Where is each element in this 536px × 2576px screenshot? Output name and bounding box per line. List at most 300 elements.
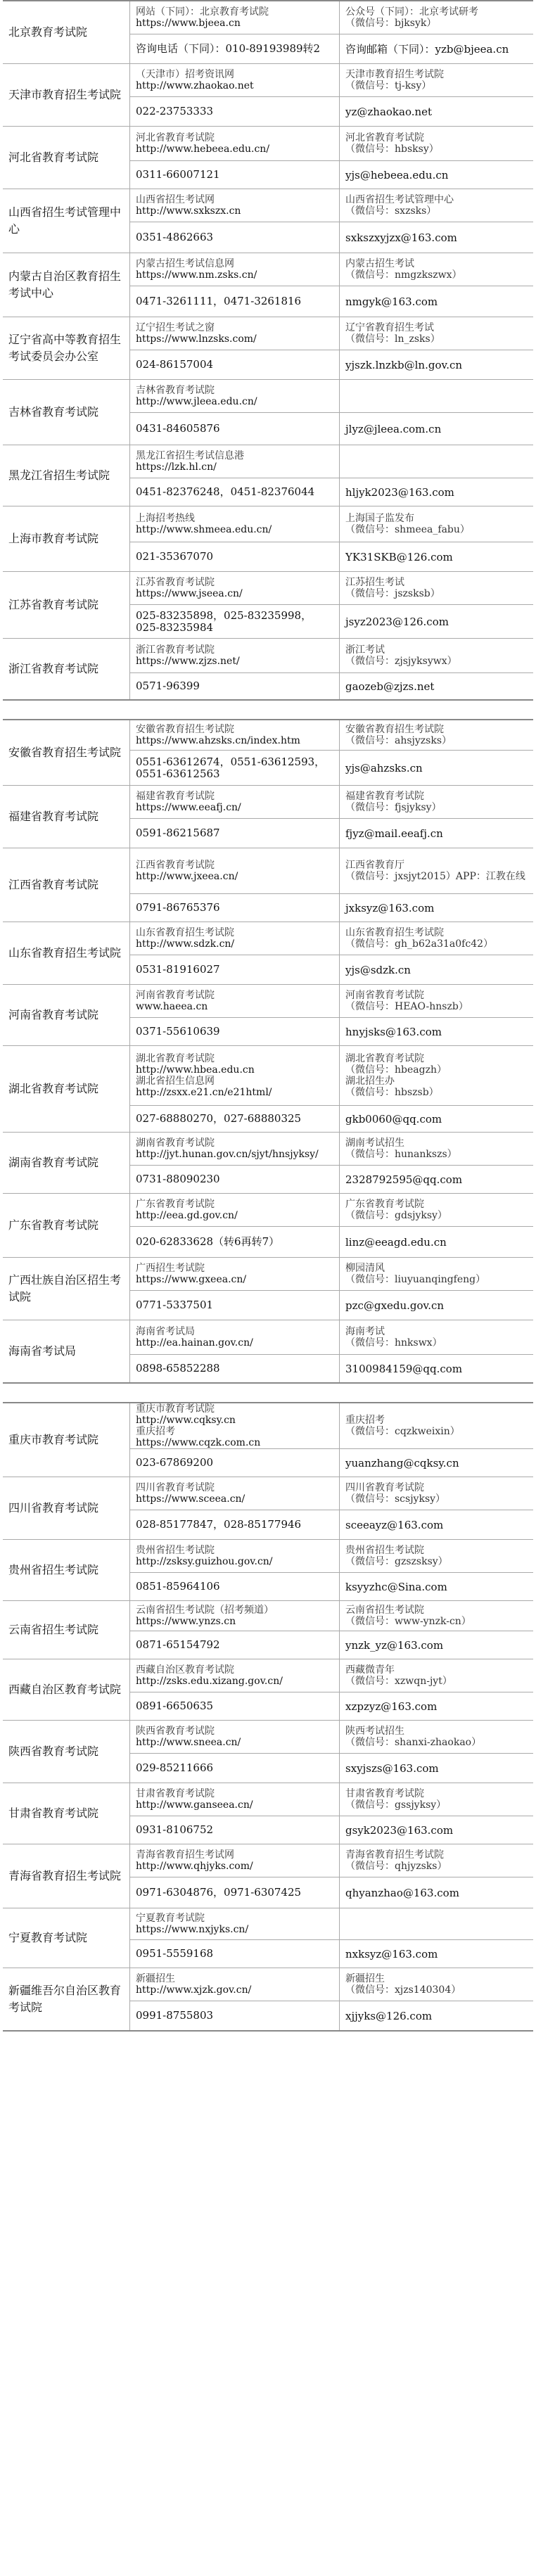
phone-number[interactable]: 0851-85964106 [136,1580,220,1593]
institution-name: 海南省考试局 [8,1344,77,1358]
phone-number[interactable]: 0791-86765376 [136,901,220,914]
institution-row [3,638,533,699]
wechat-id: （微信号：gssjyksy） [345,1799,447,1811]
wechat-account-name: 福建省教育考试院 [345,791,424,802]
directory-section [3,1402,533,2032]
institution-row [3,720,533,785]
website-cell [129,380,339,412]
website-link[interactable]: https://www.jseea.cn/ [136,588,243,599]
website-title: 山西省招生考试网 [136,194,215,205]
wechat-account-name: 山东省教育招生考试院 [345,927,444,938]
website-cell [129,1844,339,1877]
wechat-id: （微信号：tj-ksy） [345,80,432,91]
website-link[interactable]: https://www.gxeea.cn/ [136,1274,247,1285]
email-cell [339,604,533,638]
website-cell [129,1133,339,1165]
wechat-account-name: 河南省教育考试院 [345,990,424,1001]
wechat-cell [339,1844,533,1877]
wechat-id-secondary: （微信号：hbszsb） [345,1087,439,1098]
email-address[interactable]: yjs@sdzk.cn [345,963,411,976]
wechat-account-name: 天津市教育招生考试院 [345,69,444,80]
website-link[interactable]: http://www.qhjyks.com/ [136,1861,253,1872]
website-cell [129,1194,339,1226]
wechat-cell [339,572,533,604]
website-title: 江西省教育考试院 [136,860,215,871]
email-address[interactable]: yjs@hebeea.edu.cn [345,168,449,181]
wechat-cell [339,1659,533,1692]
institution-name: 山西省招生考试管理中心 [8,205,122,236]
website-title: 湖北省教育考试院 [136,1053,215,1064]
website-link[interactable]: https://www.zjzs.net/ [136,656,240,667]
website-link[interactable]: http://www.jxeea.cn/ [136,871,238,882]
institution-row [3,317,533,379]
phone-number[interactable]: 025-83235898，025-83235998，025-83235984 [136,608,312,634]
phone-number[interactable]: 028-85177847，028-85177946 [136,1518,302,1531]
email-cell [339,955,533,984]
website-link[interactable]: http://www.hbea.edu.cn [136,1064,255,1076]
website-link[interactable]: https://www.lnzsks.com/ [136,333,257,345]
institution-name: 甘肃省教育考试院 [8,1806,99,1820]
institution-name: 云南省招生考试院 [8,1623,99,1636]
email-address[interactable]: jlyz@jleea.com.cn [345,422,442,435]
website-link[interactable]: https://www.ynzs.cn [136,1616,236,1627]
institution-row [3,1193,533,1257]
phone-cell [129,672,339,699]
institution-name: 内蒙古自治区教育招生考试中心 [8,269,122,300]
website-title: 吉林省教育考试院 [136,385,215,396]
wechat-cell [339,1721,533,1753]
wechat-account-name: 重庆招考 [345,1415,385,1426]
email-cell [339,1354,533,1382]
phone-cell [129,478,339,506]
institution-name: 湖北省教育考试院 [8,1082,99,1095]
website-cell [129,506,339,542]
wechat-id: （微信号：gdsjyksy） [345,1210,447,1221]
phone-number[interactable]: 0991-8755803 [136,2009,214,2022]
phone-cell [129,1572,339,1600]
website-link[interactable]: https://lzk.hl.cn/ [136,461,217,473]
wechat-id: （微信号：liuyuanqingfeng） [345,1274,486,1285]
website-cell [129,1540,339,1572]
website-cell [129,572,339,604]
wechat-id: （微信号：cqzkweixin） [345,1426,460,1437]
email-cell [339,1631,533,1659]
institution-name: 江西省教育考试院 [8,878,99,891]
wechat-id: （微信号：www-ynzk-cn） [345,1616,471,1627]
website-cell [129,1403,339,1448]
website-title: 湖南省教育考试院 [136,1137,215,1149]
website-title: 海南省考试局 [136,1326,195,1337]
phone-number[interactable]: 023-67869200 [136,1456,214,1469]
website-cell [129,127,339,160]
phone-cell [129,750,339,785]
website-title: 广西招生考试院 [136,1263,205,1274]
wechat-id: （微信号：shanxi-zhaokao） [345,1737,482,1748]
email-address[interactable]: sxyjszs@163.com [345,1761,439,1775]
institution-row [3,1968,533,2030]
phone-number[interactable]: 022-23753333 [136,105,214,117]
institution-row [3,379,533,445]
wechat-cell [339,786,533,818]
wechat-id: （微信号：jszsksb） [345,588,440,599]
institution-name: 四川省教育考试院 [8,1501,99,1515]
email-cell [339,160,533,189]
phone-cell [129,1448,339,1477]
website-link[interactable]: http://zsksy.guizhou.gov.cn/ [136,1556,273,1567]
website-title: 浙江省教育考试院 [136,644,215,656]
website-title: （天津市）招考资讯网 [136,69,234,80]
wechat-cell [339,922,533,955]
website-title: 黑龙江省招生考试信息港 [136,450,244,461]
email-cell [339,750,533,785]
wechat-cell [339,1540,533,1572]
email-address[interactable]: yjs@ahzsks.cn [345,761,423,774]
wechat-cell [339,720,533,750]
email-cell [339,1877,533,1908]
website-cell [129,786,339,818]
institution-name: 重庆市教育考试院 [8,1433,99,1446]
phone-cell [129,542,339,571]
email-cell [339,412,533,445]
website-title: 辽宁招生考试之窗 [136,322,215,333]
wechat-account-name: 浙江考试 [345,644,385,656]
phone-cell [129,1105,339,1132]
wechat-cell [339,253,533,286]
phone-number[interactable]: 0731-88090230 [136,1173,220,1185]
email-address[interactable]: gsyk2023@163.com [345,1823,454,1837]
phone-number[interactable]: 0951-5559168 [136,1947,214,1960]
email-cell [339,1165,533,1193]
wechat-cell [339,317,533,350]
phone-cell [129,1877,339,1908]
website-link[interactable]: https://www.nm.zsks.cn/ [136,269,257,281]
phone-cell [129,1631,339,1659]
phone-cell [129,1290,339,1320]
phone-number[interactable]: 0591-86215687 [136,827,220,839]
website-link[interactable]: https://www.eeafj.cn/ [136,802,241,813]
wechat-cell [339,1968,533,2001]
institution-row [3,785,533,848]
phone-cell [129,893,339,922]
website-link[interactable]: https://www.ahzsks.cn/index.htm [136,735,300,746]
website-title: 山东省教育招生考试院 [136,927,234,938]
wechat-id: （微信号：xjzs140304） [345,1984,461,1996]
wechat-id: （微信号：hunankszs） [345,1149,457,1160]
wechat-cell [339,64,533,96]
website-title: 四川省教育考试院 [136,1482,215,1493]
email-cell [339,893,533,922]
website-cell [129,1601,339,1631]
wechat-cell [339,1601,533,1631]
institution-row [3,1539,533,1600]
website-cell [129,720,339,750]
phone-number[interactable]: 0931-8106752 [136,1823,214,1836]
email-address[interactable]: YK31SKB@126.com [345,550,453,563]
website-cell [129,639,339,672]
institution-row [3,1908,533,1968]
email-address[interactable]: ksyyzhc@Sina.com [345,1580,447,1593]
website-link[interactable]: http://www.xjzk.gov.cn/ [136,1984,252,1996]
wechat-cell [339,848,533,893]
email-cell [339,672,533,699]
wechat-account-name: 内蒙古招生考试 [345,258,414,269]
institution-name: 北京教育考试院 [8,25,88,39]
email-address[interactable]: yuanzhang@cqksy.cn [345,1456,459,1469]
email-address[interactable]: jsyz2023@126.com [345,615,449,628]
wechat-cell [339,380,533,412]
email-address[interactable]: nmgyk@163.com [345,295,438,308]
phone-cell [129,818,339,848]
wechat-cell [339,1783,533,1816]
phone-number[interactable]: 021-35367070 [136,550,214,563]
institution-name: 贵州省招生考试院 [8,1563,99,1576]
institution-row [3,1403,533,1477]
wechat-account-name: 新疆招生 [345,1973,385,1984]
website-link[interactable]: http://jyt.hunan.gov.cn/sjyt/hnsjyksy/ [136,1149,319,1160]
wechat-id: （微信号：zjsjyksywx） [345,656,457,667]
phone-number[interactable]: 0898-65852288 [136,1362,220,1375]
website-title: 河南省教育考试院 [136,990,215,1001]
institution-row [3,1659,533,1720]
email-address[interactable]: yz@zhaokao.net [345,105,433,118]
email-address[interactable]: hnyjsks@163.com [345,1025,442,1038]
institution-row [3,63,533,126]
email-cell [339,1105,533,1132]
website-link[interactable]: http://ea.hainan.gov.cn/ [136,1337,253,1348]
website-link-secondary[interactable]: http://zsxx.e21.cn/e21html/ [136,1087,272,1098]
phone-cell [129,1692,339,1720]
phone-cell [129,350,339,379]
website-title: 甘肃省教育考试院 [136,1788,215,1799]
wechat-id: （微信号：hbeagzh） [345,1064,447,1076]
email-cell [339,1939,533,1968]
wechat-account-name: 云南省招生考试院 [345,1605,424,1616]
phone-number[interactable]: 0531-81916027 [136,963,220,976]
website-link[interactable]: https://www.nxjyks.cn/ [136,1924,249,1935]
website-title: 贵州省招生考试院 [136,1545,215,1556]
website-link[interactable]: www.haeea.cn [136,1001,208,1012]
email-address[interactable]: 3100984159@qq.com [345,1362,463,1375]
wechat-cell [339,639,533,672]
phone-number[interactable]: 024-86157004 [136,358,214,371]
wechat-account-name: 山西省招生考试管理中心 [345,194,454,205]
email-address[interactable]: fjyz@mail.eeafj.cn [345,827,443,840]
wechat-account-name: 湖南考试招生 [345,1137,404,1149]
website-link[interactable]: http://www.hebeea.edu.cn/ [136,144,270,155]
email-cell [339,1753,533,1783]
phone-number[interactable]: 0351-4862663 [136,231,214,243]
email-address[interactable]: xzpzyz@163.com [345,1700,438,1713]
institution-row [3,1844,533,1908]
website-cell [129,985,339,1017]
phone-number[interactable]: 0971-6304876，0971-6307425 [136,1886,302,1899]
phone-cell [129,1816,339,1844]
phone-number[interactable]: 0471-3261111，0471-3261816 [136,295,302,307]
email-address[interactable]: linz@eeagd.edu.cn [345,1235,447,1249]
website-cell [129,1783,339,1816]
wechat-cell [339,1258,533,1290]
email-cell [339,34,533,63]
directory-section [3,719,533,1384]
institution-name: 辽宁省高中等教育招生考试委员会办公室 [8,333,122,363]
wechat-account-name: 广东省教育考试院 [345,1199,424,1210]
wechat-account-name: 河北省教育考试院 [345,132,424,144]
wechat-id: （微信号：sxzsks） [345,205,437,217]
email-address[interactable]: pzc@gxedu.gov.cn [345,1299,445,1312]
website-cell [129,1,339,34]
phone-cell [129,1165,339,1193]
institution-row [3,1132,533,1193]
phone-number[interactable]: 020-62833628（转6再转7） [136,1235,280,1248]
website-title: 宁夏教育考试院 [136,1913,205,1924]
institution-name: 安徽省教育招生考试院 [8,746,122,759]
phone-cell [129,96,339,126]
wechat-cell [339,1,533,34]
website-cell [129,64,339,96]
website-link[interactable]: http://zsks.edu.xizang.gov.cn/ [136,1676,283,1687]
website-link[interactable]: http://www.sdzk.cn/ [136,938,235,950]
email-cell [339,1510,533,1539]
website-cell [129,1477,339,1510]
website-link[interactable]: https://www.bjeea.cn [136,18,241,29]
institution-row [3,1720,533,1783]
website-link[interactable]: http://www.zhaokao.net [136,80,254,91]
email-address[interactable]: nxksyz@163.com [345,1947,438,1960]
website-link[interactable]: http://www.cqksy.cn [136,1415,236,1426]
website-title: 陕西省教育考试院 [136,1726,215,1737]
website-title: 新疆招生 [136,1973,175,1984]
wechat-cell [339,445,533,478]
wechat-account-name: 陕西考试招生 [345,1726,404,1737]
phone-number[interactable]: 0891-6650635 [136,1700,214,1712]
phone-number[interactable]: 0431-84605876 [136,422,220,435]
website-cell [129,189,339,222]
wechat-id: （微信号：hbsksy） [345,144,439,155]
email-cell [339,2001,533,2030]
email-cell [339,1226,533,1257]
phone-number[interactable]: 027-68880270，027-68880325 [136,1112,302,1125]
phone-cell [129,34,339,63]
email-address[interactable]: sceeayz@163.com [345,1518,444,1531]
email-cell [339,818,533,848]
phone-number[interactable]: 0311-66007121 [136,168,220,181]
website-link[interactable]: http://www.sneea.cn/ [136,1737,241,1748]
phone-cell [129,286,339,317]
email-cell [339,1290,533,1320]
institution-row [3,571,533,638]
website-link[interactable]: https://www.sceea.cn/ [136,1493,245,1505]
institution-name: 福建省教育考试院 [8,810,99,823]
email-address[interactable]: jxksyz@163.com [345,901,435,914]
phone-number[interactable]: 0571-96399 [136,680,200,692]
wechat-id: （微信号：ln_zsks） [345,333,440,345]
institution-row [3,445,533,506]
phone-cell [129,1510,339,1539]
institution-name: 天津市教育招生考试院 [8,88,122,101]
institution-name: 浙江省教育考试院 [8,662,99,675]
phone-number[interactable]: 029-85211666 [136,1761,214,1774]
website-title: 内蒙古招生考试信息网 [136,258,234,269]
institution-name: 陕西省教育考试院 [8,1745,99,1758]
wechat-cell [339,127,533,160]
website-cell [129,848,339,893]
phone-number[interactable]: 0771-5337501 [136,1299,214,1311]
wechat-id: （微信号：jxsjyt2015）APP：江教在线 [345,871,525,882]
phone-cell [129,2001,339,2030]
email-address[interactable]: 咨询邮箱（下同）：yzb@bjeea.cn [345,42,509,56]
email-address[interactable]: sxkszxyjzx@163.com [345,231,457,244]
institution-row [3,253,533,317]
email-address[interactable]: ynzk_yz@163.com [345,1638,444,1652]
wechat-account-name: 江西省教育厅 [345,860,404,871]
phone-number[interactable]: 0371-55610639 [136,1025,220,1038]
email-address[interactable]: qhyanzhao@163.com [345,1886,459,1899]
institution-row [3,1783,533,1844]
wechat-cell [339,189,533,222]
website-title-secondary: 重庆招考 [136,1426,175,1437]
website-link[interactable]: http://www.ganseea.cn/ [136,1799,253,1811]
wechat-account-name: 青海省教育招生考试院 [345,1849,444,1861]
wechat-cell [339,506,533,542]
phone-cell [129,1226,339,1257]
institution-name: 宁夏教育考试院 [8,1931,88,1944]
email-address[interactable]: gaozeb@zjzs.net [345,680,435,693]
institution-name: 河北省教育考试院 [8,151,99,164]
website-cell [129,1968,339,2001]
institution-row [3,848,533,922]
website-link[interactable]: http://www.shmeea.edu.cn/ [136,524,272,535]
email-cell [339,286,533,317]
website-link[interactable]: http://eea.gd.gov.cn/ [136,1210,238,1221]
website-link-secondary[interactable]: https://www.cqzk.com.cn [136,1437,261,1448]
phone-cell [129,604,339,638]
phone-number[interactable]: 0551-63612674，0551-63612593，0551-63612563 [136,755,326,780]
institution-row [3,126,533,189]
email-address[interactable]: 2328792595@qq.com [345,1173,463,1186]
wechat-account-name: 四川省教育考试院 [345,1482,424,1493]
wechat-cell [339,1046,533,1105]
email-cell [339,96,533,126]
website-cell [129,1258,339,1290]
email-address[interactable]: xjjyks@126.com [345,2009,433,2022]
website-link[interactable]: http://www.jleea.edu.cn/ [136,396,257,407]
wechat-id: （微信号：qhjyzsks） [345,1861,447,1872]
institution-name: 新疆维吾尔自治区教育考试院 [8,1984,122,2014]
wechat-cell [339,1908,533,1939]
institution-row [3,922,533,984]
email-address[interactable]: gkb0060@qq.com [345,1112,442,1126]
website-title: 云南省招生考试院（招考频道） [136,1605,274,1616]
wechat-id: （微信号：bjksyk） [345,18,437,29]
phone-number[interactable]: 咨询电话（下同）：010-89193989转2 [136,42,321,55]
phone-number[interactable]: 0451-82376248，0451-82376044 [136,485,315,498]
institution-name: 广西壮族自治区招生考试院 [8,1273,122,1303]
phone-number[interactable]: 0871-65154792 [136,1638,220,1651]
wechat-account-name: 上海国子监发布 [345,513,414,524]
wechat-id: （微信号：ahsjyzsks） [345,735,452,746]
email-address[interactable]: hljyk2023@163.com [345,485,454,499]
website-title: 上海招考热线 [136,513,195,524]
wechat-account-name: 辽宁省教育招生考试 [345,322,434,333]
email-address[interactable]: yjszk.lnzkb@ln.gov.cn [345,358,463,371]
phone-cell [129,1017,339,1045]
wechat-cell [339,985,533,1017]
website-link[interactable]: http://www.sxkszx.cn [136,205,241,217]
website-title: 西藏自治区教育考试院 [136,1664,234,1676]
website-cell [129,317,339,350]
phone-cell [129,1939,339,1968]
phone-cell [129,955,339,984]
